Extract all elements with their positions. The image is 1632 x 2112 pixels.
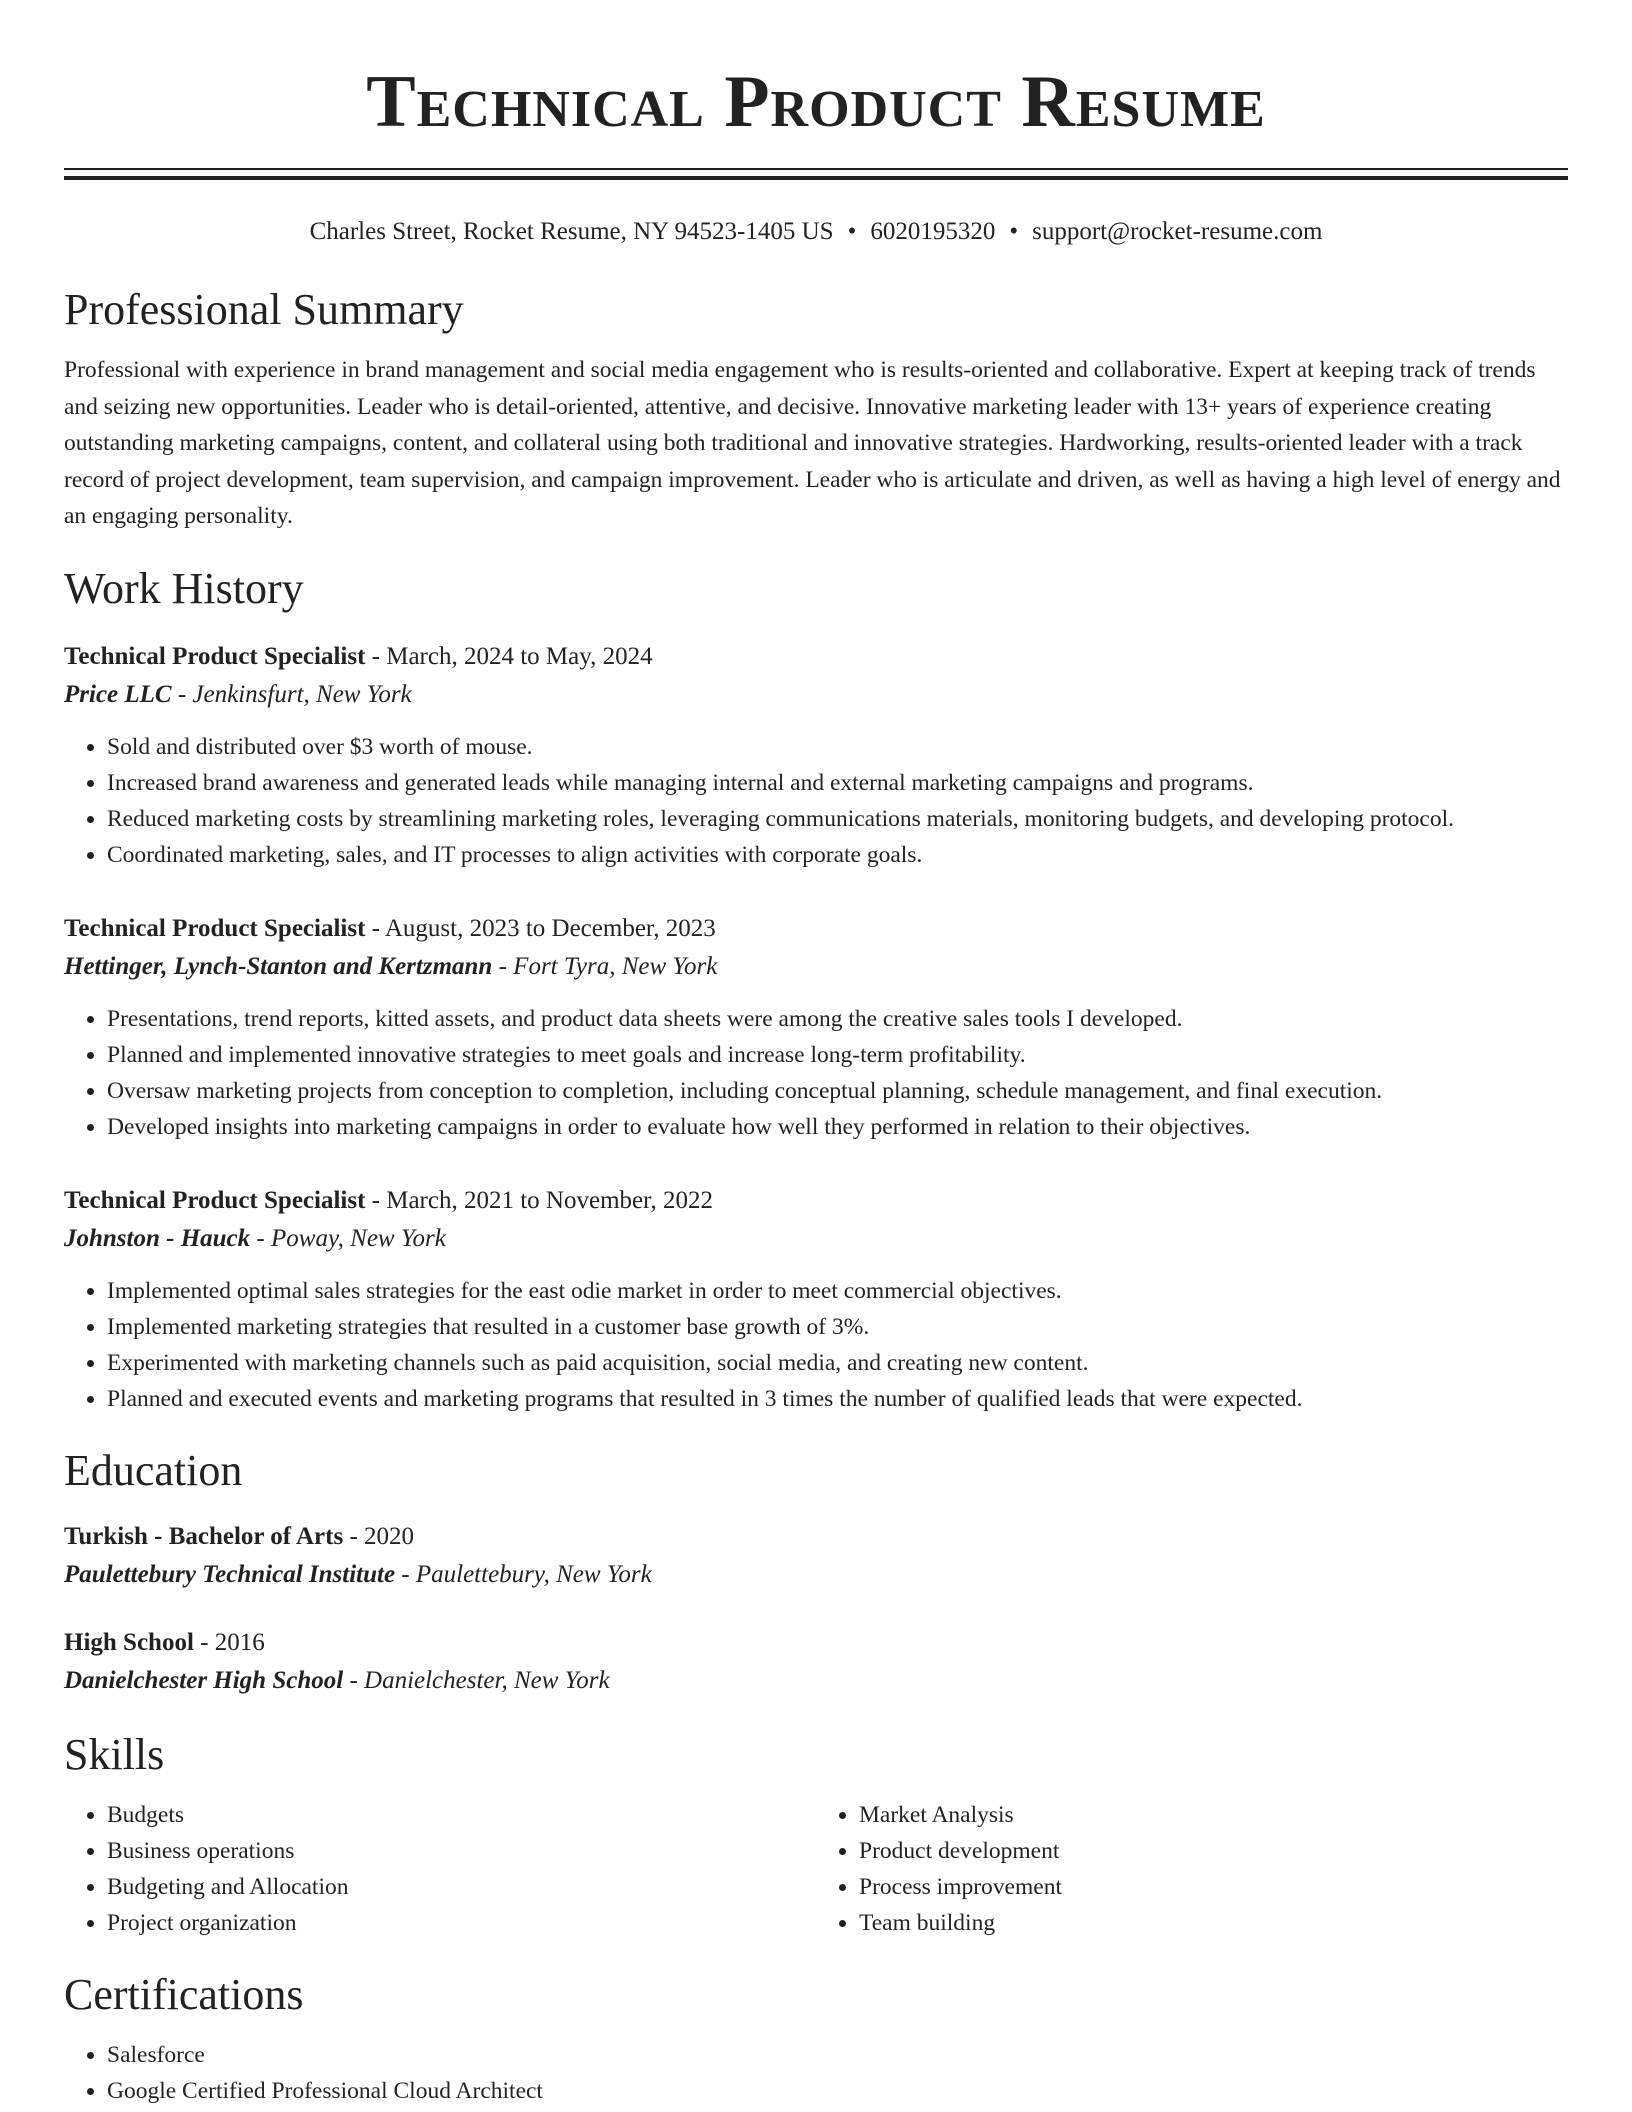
job-bullets xyxy=(64,729,1568,873)
education-degree-line xyxy=(64,1625,1568,1661)
list-item: • Planned and executed events and marketing programs that resulted in 3 times the number of qualified leads that were expected. xyxy=(107,1381,1568,1417)
education-entry xyxy=(64,1519,1568,1595)
job-title-line xyxy=(64,911,1568,947)
list-item: • Coordinated marketing, sales, and IT processes to align activities with corporate goals. xyxy=(107,837,1568,873)
education-entry xyxy=(64,1625,1568,1701)
list-item: • Implemented optimal sales strategies for the east odie market in order to meet commercial objectives. xyxy=(107,1273,1568,1309)
list-item: • Presentations, trend reports, kitted assets, and product data sheets were among the creative sales tools I developed. xyxy=(107,1001,1568,1037)
job-title: Technical Product Specialist xyxy=(64,642,366,670)
title-divider xyxy=(64,168,1568,180)
job-company: Hettinger, Lynch-Stanton and Kertzmann xyxy=(64,952,493,980)
certifications-heading: Certifications xyxy=(64,1969,304,2019)
skills-list-left xyxy=(64,1797,816,1941)
job-company: Price LLC xyxy=(64,680,172,708)
job-title-line xyxy=(64,1183,1568,1219)
education-degree: Turkish - Bachelor of Arts xyxy=(64,1522,344,1550)
education-school-line xyxy=(64,1555,1568,1595)
contact-line xyxy=(64,216,1568,248)
work-history-heading: Work History xyxy=(64,563,304,613)
job-company: Johnston - Hauck xyxy=(64,1224,251,1252)
list-item: • Oversaw marketing projects from conception to completion, including conceptual planning, schedule management, and final execution. xyxy=(107,1073,1568,1109)
list-item: • Market Analysis xyxy=(859,1797,1568,1833)
job-company-line xyxy=(64,1219,1568,1259)
skills-heading: Skills xyxy=(64,1729,165,1779)
education-year: - 2016 xyxy=(193,1628,265,1656)
job-entry xyxy=(64,1183,1568,1417)
job-company-line xyxy=(64,947,1568,987)
list-item: • Google Certified Professional Cloud Architect xyxy=(107,2073,1568,2109)
job-title-line xyxy=(64,639,1568,675)
education-location: - Paulettebury, New York xyxy=(395,1560,652,1588)
contact-separator: • xyxy=(1009,218,1019,245)
job-dates: - March, 2024 to May, 2024 xyxy=(365,642,653,670)
list-item: • Product development xyxy=(859,1833,1568,1869)
education-heading: Education xyxy=(64,1445,243,1495)
job-entry xyxy=(64,911,1568,1145)
job-location: - Poway, New York xyxy=(250,1224,446,1252)
list-item: • Reduced marketing costs by streamlining marketing roles, leveraging communications materials, monitoring budgets, and developing protocol. xyxy=(107,801,1568,837)
list-item: • Sold and distributed over $3 worth of mouse. xyxy=(107,729,1568,765)
skills-grid xyxy=(64,1797,1568,1941)
education-school: Danielchester High School xyxy=(64,1666,344,1694)
list-item: • Experimented with marketing channels such as paid acquisition, social media, and creating new content. xyxy=(107,1345,1568,1381)
education-school-line xyxy=(64,1661,1568,1701)
job-location: - Jenkinsfurt, New York xyxy=(171,680,412,708)
job-dates: - August, 2023 to December, 2023 xyxy=(365,914,716,942)
list-item: • Implemented marketing strategies that resulted in a customer base growth of 3%. xyxy=(107,1309,1568,1345)
contact-phone: 6020195320 xyxy=(870,218,996,245)
list-item: • Team building xyxy=(859,1905,1568,1941)
contact-address: Charles Street, Rocket Resume, NY 94523-1405 US xyxy=(309,218,834,245)
list-item: • Salesforce xyxy=(107,2037,1568,2073)
contact-email: support@rocket-resume.com xyxy=(1032,218,1323,245)
resume-title: Technical Product Resume xyxy=(366,61,1266,143)
education-location: - Danielchester, New York xyxy=(343,1666,610,1694)
job-bullets xyxy=(64,1273,1568,1417)
education-school: Paulettebury Technical Institute xyxy=(64,1560,396,1588)
list-item: • Developed insights into marketing campaigns in order to evaluate how well they performed in relation to their objectives. xyxy=(107,1109,1568,1145)
education-degree-line xyxy=(64,1519,1568,1555)
education-degree: High School xyxy=(64,1628,194,1656)
skills-list-right xyxy=(816,1797,1568,1941)
contact-separator: • xyxy=(847,218,857,245)
certifications-list xyxy=(64,2037,1568,2109)
list-item: • Budgets xyxy=(107,1797,816,1833)
job-title: Technical Product Specialist xyxy=(64,1186,366,1214)
job-title: Technical Product Specialist xyxy=(64,914,366,942)
education-year: - 2020 xyxy=(343,1522,415,1550)
job-bullets xyxy=(64,1001,1568,1145)
list-item: • Planned and implemented innovative strategies to meet goals and increase long-term profitability. xyxy=(107,1037,1568,1073)
job-company-line xyxy=(64,675,1568,715)
list-item: • Business operations xyxy=(107,1833,816,1869)
list-item: • Process improvement xyxy=(859,1869,1568,1905)
job-entry xyxy=(64,639,1568,873)
list-item: • Budgeting and Allocation xyxy=(107,1869,816,1905)
job-location: - Fort Tyra, New York xyxy=(492,952,718,980)
list-item: • Project organization xyxy=(107,1905,816,1941)
summary-heading: Professional Summary xyxy=(64,285,464,334)
job-dates: - March, 2021 to November, 2022 xyxy=(365,1186,713,1214)
list-item: • Increased brand awareness and generated leads while managing internal and external marketing campaigns and programs. xyxy=(107,765,1568,801)
summary-text: Professional with experience in brand management and social media engagement who is results-oriented and collaborative. Expert at keeping track of trends and seizing new opportunities. Leader who is detail-oriented, attentive, and decisive. Innovative marketing leader with 13+ years of experience creating outstanding marketing campaigns, content, and collateral using both traditional and innovative strategies. Hardworking, results-oriented leader with a track record of project development, team supervision, and campaign improvement. Leader who is articulate and driven, as well as having a high level of energy and an engaging personality. xyxy=(64,357,1561,529)
